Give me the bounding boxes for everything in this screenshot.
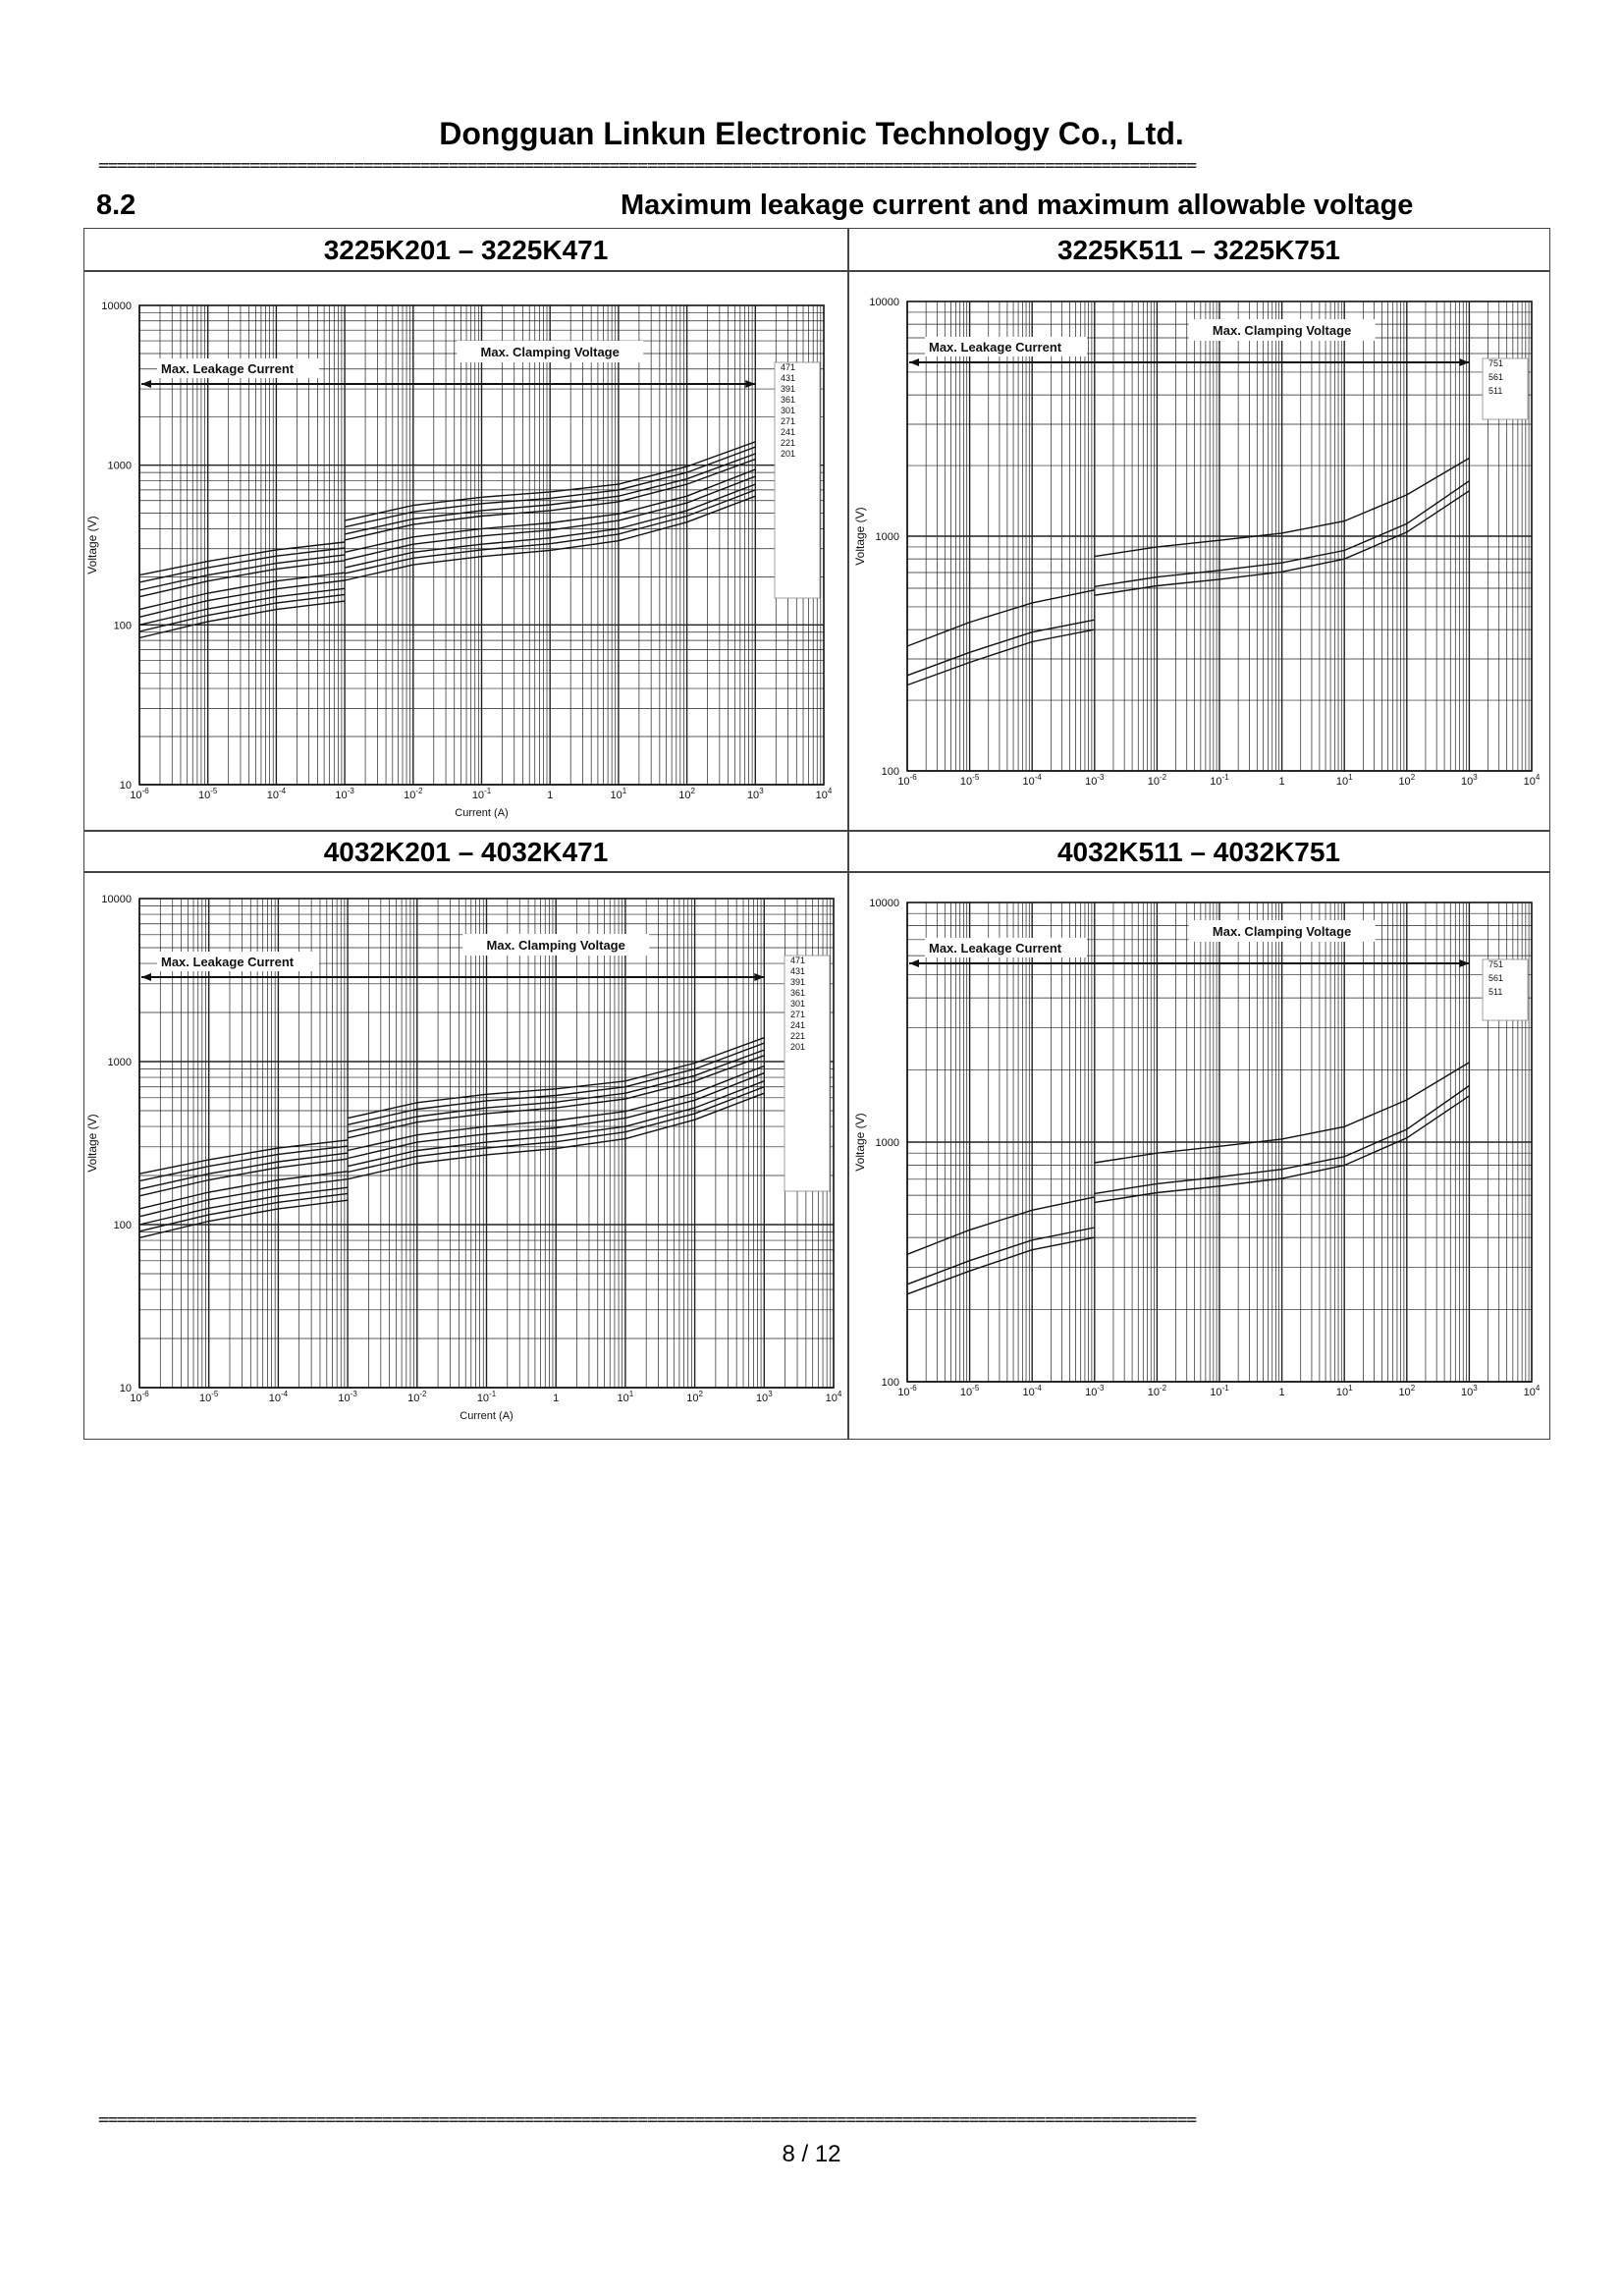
chart-3225k201-471 xyxy=(85,292,839,822)
y-axis-label: Voltage (V) xyxy=(853,1113,867,1172)
x-tick-label: $10^2$ xyxy=(678,787,695,801)
series-label-201: 201 xyxy=(781,449,796,459)
x-tick-label: 1 xyxy=(1278,1387,1285,1398)
clamping-annotation: Max. Clamping Voltage xyxy=(480,345,620,359)
leak-curve-361 xyxy=(139,1159,348,1196)
chart-4032k201-471 xyxy=(85,885,842,1425)
x-tick-label: $10^{-3}$ xyxy=(1085,1384,1105,1398)
x-tick-label: 1 xyxy=(553,1393,560,1404)
leakage-arrow-head xyxy=(141,973,151,981)
series-label-271: 271 xyxy=(781,416,796,426)
leak-curve-241 xyxy=(139,588,345,625)
series-271 xyxy=(139,1073,764,1217)
series-label-471: 471 xyxy=(790,956,806,965)
series-label-751: 751 xyxy=(1488,358,1504,368)
y-axis-label: Voltage (V) xyxy=(853,507,867,566)
x-tick-label: $10^{-6}$ xyxy=(897,1384,917,1398)
clamping-annotation: Max. Clamping Voltage xyxy=(1212,924,1352,939)
clamping-arrow-head xyxy=(1459,358,1469,366)
series-label-241: 241 xyxy=(790,1020,806,1030)
x-tick-label: $10^1$ xyxy=(617,1390,634,1404)
x-tick-label: $10^2$ xyxy=(1398,773,1416,788)
leak-curve-751 xyxy=(907,1197,1095,1254)
footer-rule: ==================================================================================================================== xyxy=(98,2109,1196,2130)
x-tick-label: $10^{-1}$ xyxy=(471,787,492,801)
grid-lines xyxy=(907,301,1532,771)
leak-curve-301 xyxy=(139,573,345,609)
x-tick-label: $10^3$ xyxy=(1461,773,1478,788)
section-number: 8.2 xyxy=(96,190,136,221)
y-tick-label: 10000 xyxy=(101,301,132,312)
y-tick-label: 1000 xyxy=(107,460,132,472)
leakage-annotation: Max. Leakage Current xyxy=(161,361,295,376)
x-tick-label: $10^1$ xyxy=(1335,773,1353,788)
x-tick-label: $10^2$ xyxy=(686,1390,703,1404)
series-label-241: 241 xyxy=(781,427,796,437)
x-axis-label: Current (A) xyxy=(460,1410,514,1422)
x-tick-label: $10^{-1}$ xyxy=(1210,1384,1229,1398)
leakage-annotation: Max. Leakage Current xyxy=(161,955,295,969)
x-axis-label: Current (A) xyxy=(455,807,509,819)
leakage-arrow-head xyxy=(141,380,151,388)
series-751 xyxy=(907,459,1469,647)
x-tick-label: 1 xyxy=(1278,776,1285,788)
leak-curve-511 xyxy=(907,1237,1095,1294)
panel-title-4032-low: 4032K201 – 4032K471 xyxy=(323,837,609,867)
series-561 xyxy=(907,1086,1469,1285)
x-tick-label: $10^{-5}$ xyxy=(959,773,980,788)
x-tick-label: $10^4$ xyxy=(825,1390,842,1404)
series-label-361: 361 xyxy=(790,988,806,998)
x-tick-label: $10^{-4}$ xyxy=(266,787,287,801)
x-tick-label: $10^1$ xyxy=(610,787,627,801)
x-tick-label: $10^4$ xyxy=(1523,773,1541,788)
y-tick-label: 1000 xyxy=(875,1137,899,1149)
leakage-annotation: Max. Leakage Current xyxy=(929,340,1062,355)
chart-table xyxy=(83,228,1550,1440)
chart-4032k511-751 xyxy=(854,889,1545,1419)
series-label-471: 471 xyxy=(781,362,796,372)
y-tick-label: 1000 xyxy=(107,1057,132,1068)
x-tick-label: $10^{-3}$ xyxy=(335,787,354,801)
y-tick-label: 100 xyxy=(881,1377,899,1389)
x-tick-label: $10^{-1}$ xyxy=(1210,773,1229,788)
x-tick-label: $10^{-6}$ xyxy=(130,787,149,801)
series-label-511: 511 xyxy=(1488,386,1503,396)
leak-curve-361 xyxy=(139,561,345,597)
grid-lines xyxy=(139,899,834,1388)
clamping-arrow-head xyxy=(745,380,755,388)
leakage-annotation: Max. Leakage Current xyxy=(929,941,1062,956)
x-tick-label: $10^{-1}$ xyxy=(476,1390,497,1404)
series-label-221: 221 xyxy=(790,1031,806,1041)
series-label-431: 431 xyxy=(781,373,796,383)
series-271 xyxy=(139,476,755,617)
series-label-431: 431 xyxy=(790,966,806,976)
y-tick-label: 10000 xyxy=(869,898,899,909)
section-title: Maximum leakage current and maximum allowable voltage xyxy=(621,190,1414,221)
series-label-391: 391 xyxy=(790,977,806,987)
series-label-271: 271 xyxy=(790,1010,806,1019)
table-divider-row1 xyxy=(84,270,1549,272)
clamping-arrow-head xyxy=(754,973,764,981)
x-tick-label: $10^{-6}$ xyxy=(897,773,917,788)
x-tick-label: $10^{-2}$ xyxy=(404,787,423,801)
leakage-arrow-head xyxy=(909,959,919,967)
y-tick-label: 100 xyxy=(881,766,899,778)
leak-curve-241 xyxy=(139,1187,348,1225)
y-axis-label: Voltage (V) xyxy=(85,516,99,574)
x-tick-label: $10^{-2}$ xyxy=(1147,1384,1167,1398)
y-tick-label: 10 xyxy=(119,780,132,792)
x-tick-label: $10^1$ xyxy=(1335,1384,1353,1398)
header-rule: ==================================================================================================================== xyxy=(98,155,1196,176)
x-tick-label: $10^{-2}$ xyxy=(407,1390,427,1404)
panel-title-4032-high: 4032K511 – 4032K751 xyxy=(1056,837,1341,867)
y-tick-label: 10 xyxy=(119,1383,132,1394)
page-number: 8 / 12 xyxy=(782,2141,841,2167)
clamping-annotation: Max. Clamping Voltage xyxy=(486,938,625,953)
leakage-arrow-head xyxy=(909,358,919,366)
series-label-751: 751 xyxy=(1488,959,1504,969)
x-tick-label: $10^{-3}$ xyxy=(1085,773,1105,788)
grid-lines xyxy=(907,902,1532,1382)
x-tick-label: $10^3$ xyxy=(746,787,764,801)
y-tick-label: 100 xyxy=(113,1220,132,1231)
x-tick-label: $10^{-6}$ xyxy=(130,1390,149,1404)
x-tick-label: $10^{-4}$ xyxy=(1022,1384,1042,1398)
series-label-221: 221 xyxy=(781,438,796,448)
x-tick-label: $10^{-5}$ xyxy=(198,787,218,801)
y-axis-label: Voltage (V) xyxy=(85,1114,99,1173)
y-tick-label: 1000 xyxy=(875,531,899,543)
chart-3225k511-751 xyxy=(854,288,1545,808)
series-label-201: 201 xyxy=(790,1042,806,1052)
x-tick-label: 1 xyxy=(547,790,554,801)
x-tick-label: $10^{-5}$ xyxy=(199,1390,219,1404)
leak-curve-511 xyxy=(907,629,1095,685)
leak-curve-221 xyxy=(139,1193,348,1230)
series-751 xyxy=(907,1063,1469,1254)
y-tick-label: 10000 xyxy=(101,894,132,905)
x-tick-label: $10^{-2}$ xyxy=(1147,773,1167,788)
x-tick-label: $10^{-5}$ xyxy=(959,1384,980,1398)
clamping-annotation: Max. Clamping Voltage xyxy=(1212,323,1352,338)
x-tick-label: $10^{-4}$ xyxy=(1022,773,1042,788)
series-label-301: 301 xyxy=(781,406,796,415)
y-tick-label: 10000 xyxy=(869,297,899,308)
x-tick-label: $10^{-4}$ xyxy=(268,1390,289,1404)
panel-title-3225-low: 3225K201 – 3225K471 xyxy=(323,235,609,265)
x-tick-label: $10^3$ xyxy=(1461,1384,1478,1398)
company-title: Dongguan Linkun Electronic Technology Co., Ltd. xyxy=(439,116,1184,151)
panel-title-3225-high: 3225K511 – 3225K751 xyxy=(1056,235,1341,265)
x-tick-label: $10^4$ xyxy=(1523,1384,1541,1398)
series-561 xyxy=(907,481,1469,676)
series-label-301: 301 xyxy=(790,999,806,1009)
x-tick-label: $10^3$ xyxy=(755,1390,773,1404)
y-tick-label: 100 xyxy=(113,620,132,632)
leak-curve-221 xyxy=(139,594,345,631)
series-471 xyxy=(139,1038,764,1175)
leak-curve-561 xyxy=(907,620,1095,676)
x-tick-label: $10^4$ xyxy=(815,787,833,801)
series-label-361: 361 xyxy=(781,395,796,405)
series-label-391: 391 xyxy=(781,384,796,394)
series-label-561: 561 xyxy=(1488,973,1504,983)
series-label-511: 511 xyxy=(1488,987,1503,997)
x-tick-label: $10^2$ xyxy=(1398,1384,1416,1398)
series-label-561: 561 xyxy=(1488,372,1504,382)
leak-curve-561 xyxy=(907,1228,1095,1285)
leak-curve-751 xyxy=(907,590,1095,646)
leak-curve-301 xyxy=(139,1172,348,1209)
x-tick-label: $10^{-3}$ xyxy=(338,1390,357,1404)
clamping-arrow-head xyxy=(1459,959,1469,967)
